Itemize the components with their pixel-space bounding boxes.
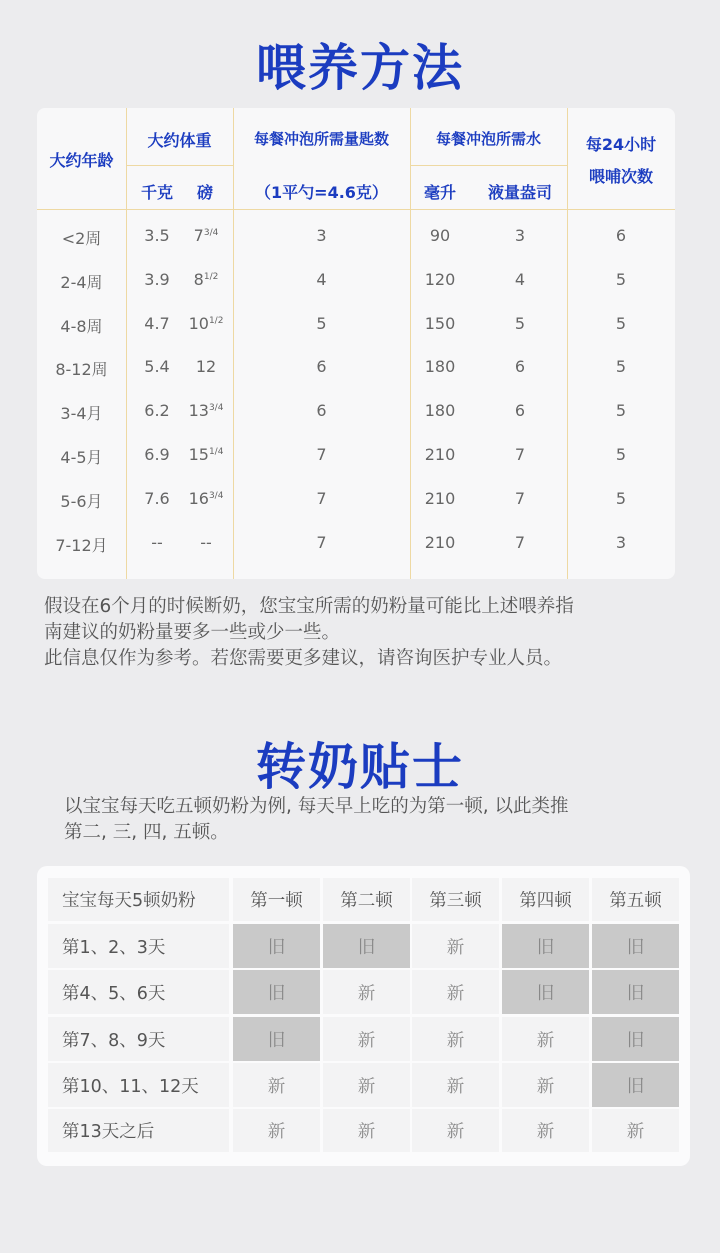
schedule-cell-old: 旧 bbox=[502, 924, 589, 968]
feeding-table bbox=[37, 108, 675, 579]
cell-weight-lb bbox=[182, 314, 230, 333]
schedule-column-header: 第四顿 bbox=[502, 878, 589, 921]
schedule-cell-new: 新 bbox=[412, 970, 499, 1014]
tips-line-2: 第二, 三, 四, 五顿。 bbox=[64, 822, 229, 843]
cell-feeds: 5 bbox=[615, 313, 627, 333]
schedule-column-header: 第五顿 bbox=[592, 878, 679, 921]
header-weight-kg: 千克 bbox=[140, 183, 173, 202]
weight-lb-whole: 8 bbox=[193, 269, 204, 289]
cell-water-ml: 90 bbox=[429, 226, 451, 245]
cell-scoops: 7 bbox=[316, 445, 327, 464]
cell-scoops: 7 bbox=[316, 532, 327, 552]
schedule-cell-new: 新 bbox=[323, 1063, 410, 1107]
header-weight-lb: 磅 bbox=[196, 183, 213, 202]
schedule-cell-new: 新 bbox=[323, 970, 410, 1014]
schedule-cell-old: 旧 bbox=[592, 1017, 679, 1061]
cell-feeds: 5 bbox=[615, 445, 627, 464]
header-feeds-line2: 喂哺次数 bbox=[588, 167, 653, 186]
schedule-cell-new: 新 bbox=[412, 1017, 499, 1061]
schedule-cell-old: 旧 bbox=[592, 970, 679, 1014]
header-weight: 大约体重 bbox=[147, 131, 212, 150]
switching-tips-title: 转奶贴士 bbox=[256, 738, 464, 796]
cell-water-ml: 210 bbox=[424, 445, 456, 464]
tips-line-1: 以宝宝每天吃五顿奶粉为例, 每天早上吃的为第一顿, 以此类推 bbox=[64, 796, 569, 817]
cell-weight-kg: 7.6 bbox=[144, 488, 170, 508]
divider bbox=[233, 108, 234, 579]
schedule-cell-old: 旧 bbox=[502, 970, 589, 1014]
header-water: 每餐冲泡所需水 bbox=[435, 130, 541, 148]
header-scoops: 每餐冲泡所需量匙数 bbox=[253, 130, 389, 148]
cell-water-ml: 150 bbox=[424, 313, 456, 333]
divider bbox=[126, 108, 127, 579]
weight-lb-fraction: 1/4 bbox=[208, 447, 224, 457]
schedule-cell-old: 旧 bbox=[233, 970, 320, 1014]
schedule-column-header: 第一顿 bbox=[233, 878, 320, 921]
divider bbox=[37, 209, 675, 210]
cell-feeds: 6 bbox=[615, 226, 627, 245]
cell-water-oz: 6 bbox=[514, 401, 526, 421]
schedule-cell-new: 新 bbox=[323, 1109, 410, 1152]
schedule-cell-new: 新 bbox=[412, 1063, 499, 1107]
schedule-column-header: 第三顿 bbox=[412, 878, 499, 921]
weight-lb-whole: -- bbox=[200, 532, 212, 552]
weight-lb-fraction: 3/4 bbox=[208, 403, 224, 414]
schedule-cell-new: 新 bbox=[323, 1017, 410, 1061]
weight-lb-whole: 7 bbox=[193, 226, 204, 245]
cell-age: 2-4周 bbox=[60, 272, 103, 292]
cell-water-oz: 6 bbox=[514, 357, 526, 377]
schedule-cell-new: 新 bbox=[233, 1063, 320, 1107]
cell-weight-lb bbox=[182, 533, 230, 552]
divider bbox=[410, 108, 411, 579]
schedule-row-label: 第4、5、6天 bbox=[48, 970, 229, 1014]
header-feeds-line1: 每24小时 bbox=[585, 135, 657, 154]
cell-weight-lb bbox=[182, 489, 230, 508]
schedule-corner-header: 宝宝每天5顿奶粉 bbox=[48, 878, 229, 921]
schedule-row-label: 第10、11、12天 bbox=[48, 1063, 229, 1107]
cell-age: 4-5月 bbox=[60, 448, 103, 467]
note-line-3: 此信息仅作为参考。若您需要更多建议，请咨询医护专业人员。 bbox=[44, 648, 563, 669]
cell-age: 3-4月 bbox=[60, 404, 103, 424]
schedule-cell-new: 新 bbox=[592, 1109, 679, 1152]
cell-weight-lb bbox=[182, 226, 230, 245]
weight-lb-whole: 10 bbox=[188, 313, 209, 333]
schedule-cell-old: 旧 bbox=[233, 1017, 320, 1061]
note-line-1: 假设在6个月的时候断奶，您宝宝所需的奶粉量可能比上述喂养指 bbox=[44, 596, 574, 617]
cell-weight-kg: 6.2 bbox=[144, 401, 170, 421]
cell-age: <2周 bbox=[61, 229, 102, 248]
cell-water-ml: 210 bbox=[424, 488, 456, 508]
weight-lb-whole: 15 bbox=[188, 445, 209, 464]
divider bbox=[126, 165, 233, 166]
weight-lb-fraction: 3/4 bbox=[203, 228, 219, 238]
schedule-row-label: 第1、2、3天 bbox=[48, 924, 229, 968]
cell-weight-kg: 3.9 bbox=[144, 269, 170, 289]
cell-feeds: 5 bbox=[615, 488, 627, 508]
schedule-cell-new: 新 bbox=[412, 1109, 499, 1152]
cell-age: 8-12周 bbox=[55, 360, 108, 380]
cell-weight-lb bbox=[182, 357, 230, 376]
schedule-cell-new: 新 bbox=[502, 1109, 589, 1152]
cell-weight-kg: 6.9 bbox=[144, 445, 170, 464]
cell-age: 7-12月 bbox=[55, 535, 108, 555]
cell-water-ml: 210 bbox=[424, 532, 456, 552]
cell-water-ml: 180 bbox=[424, 401, 456, 421]
schedule-cell-new: 新 bbox=[412, 924, 499, 968]
cell-scoops: 7 bbox=[316, 488, 327, 508]
header-scoop-note: （1平勺=4.6克） bbox=[255, 183, 388, 202]
cell-feeds: 5 bbox=[615, 401, 627, 421]
cell-water-oz: 3 bbox=[514, 226, 526, 245]
cell-weight-kg: -- bbox=[151, 532, 163, 552]
cell-weight-kg: 3.5 bbox=[144, 226, 170, 245]
note-line-2: 南建议的奶粉量要多一些或少一些。 bbox=[44, 622, 341, 643]
schedule-cell-old: 旧 bbox=[592, 924, 679, 968]
schedule-cell-old: 旧 bbox=[323, 924, 410, 968]
feeding-method-title: 喂养方法 bbox=[256, 39, 464, 97]
cell-scoops: 3 bbox=[316, 226, 327, 245]
schedule-row-label: 第7、8、9天 bbox=[48, 1017, 229, 1061]
cell-water-ml: 180 bbox=[424, 357, 456, 377]
cell-scoops: 5 bbox=[316, 313, 327, 333]
cell-weight-kg: 4.7 bbox=[144, 313, 170, 333]
cell-water-oz: 5 bbox=[514, 313, 526, 333]
schedule-cell-new: 新 bbox=[233, 1109, 320, 1152]
weight-lb-fraction: 1/2 bbox=[208, 315, 224, 326]
cell-water-ml: 120 bbox=[424, 269, 456, 289]
schedule-column-header: 第二顿 bbox=[323, 878, 410, 921]
cell-water-oz: 7 bbox=[514, 532, 526, 552]
schedule-cell-old: 旧 bbox=[233, 924, 320, 968]
schedule-cell-new: 新 bbox=[502, 1017, 589, 1061]
weight-lb-fraction: 1/2 bbox=[203, 271, 219, 282]
divider bbox=[410, 165, 567, 166]
cell-weight-kg: 5.4 bbox=[144, 357, 170, 377]
cell-weight-lb bbox=[182, 270, 230, 289]
schedule-row-label: 第13天之后 bbox=[48, 1109, 229, 1152]
cell-feeds: 5 bbox=[615, 357, 627, 377]
cell-scoops: 6 bbox=[316, 401, 327, 421]
cell-age: 4-8周 bbox=[60, 316, 103, 336]
header-water-oz: 液量盎司 bbox=[487, 183, 552, 202]
cell-weight-lb bbox=[182, 401, 230, 420]
cell-water-oz: 4 bbox=[514, 269, 526, 289]
weight-lb-fraction: 3/4 bbox=[208, 490, 224, 501]
schedule-cell-old: 旧 bbox=[592, 1063, 679, 1107]
cell-water-oz: 7 bbox=[514, 488, 526, 508]
cell-feeds: 3 bbox=[615, 532, 627, 552]
cell-scoops: 4 bbox=[316, 269, 327, 289]
switch-schedule-table bbox=[37, 866, 690, 1166]
weight-lb-whole: 13 bbox=[188, 401, 209, 421]
header-water-ml: 毫升 bbox=[423, 183, 456, 202]
cell-water-oz: 7 bbox=[514, 445, 526, 464]
header-age: 大约年龄 bbox=[49, 151, 114, 170]
schedule-cell-new: 新 bbox=[502, 1063, 589, 1107]
weight-lb-whole: 16 bbox=[188, 488, 209, 508]
cell-scoops: 6 bbox=[316, 357, 327, 377]
cell-age: 5-6月 bbox=[60, 491, 103, 511]
weight-lb-whole: 12 bbox=[195, 357, 217, 377]
cell-feeds: 5 bbox=[615, 269, 627, 289]
cell-weight-lb bbox=[182, 445, 230, 464]
